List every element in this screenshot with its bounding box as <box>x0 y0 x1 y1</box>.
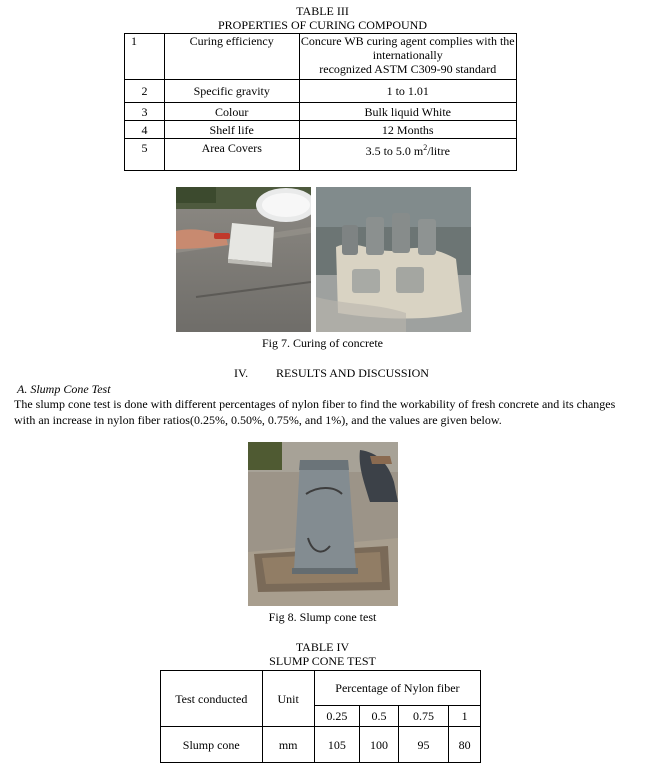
table4 <box>160 670 481 763</box>
slump-cone-photo <box>248 442 398 606</box>
value-line: recognized ASTM C309-90 standard <box>319 62 497 76</box>
table3-row2-no: 2 <box>125 80 165 103</box>
table4-pct: 0.5 <box>359 706 398 727</box>
table3-row4-no: 4 <box>125 121 165 139</box>
table-row <box>125 80 517 103</box>
curing-photo-right <box>316 187 471 332</box>
table-row <box>161 671 481 706</box>
curing-photo-left <box>176 187 311 332</box>
body-paragraph: The slump cone test is done with different percentages of nylon fiber to find the workability of fresh concrete and its changes with an increase in nylon fiber ratios(0.25%, 0.50%, 0.75%, and 1%), and the values are given below. <box>14 397 616 427</box>
table3-row3-no: 3 <box>125 103 165 121</box>
table4-row-label: Slump cone <box>161 727 263 763</box>
table3-row2-property: Specific gravity <box>164 80 299 103</box>
table4-row-unit: mm <box>262 727 314 763</box>
area-superscript: 2 <box>423 143 428 152</box>
area-value: 3.5 to 5.0 m <box>365 144 424 158</box>
table4-pct: 1 <box>449 706 481 727</box>
section-title: RESULTS AND DISCUSSION <box>276 366 429 380</box>
fig7-caption: Fig 7. Curing of concrete <box>262 336 383 350</box>
table4-pct: 0.25 <box>314 706 359 727</box>
table4-header-group: Percentage of Nylon fiber <box>314 671 480 706</box>
value-line: Concure WB curing agent complies with the <box>300 34 515 48</box>
table4-value: 95 <box>398 727 448 763</box>
table4-pct: 0.75 <box>398 706 448 727</box>
table3-row1-value <box>299 34 516 80</box>
table3-row3-value: Bulk liquid White <box>299 103 516 121</box>
table4-value: 80 <box>449 727 481 763</box>
table3-row5-value <box>299 139 516 171</box>
table3-row5-no: 5 <box>125 139 165 171</box>
table3-row3-property: Colour <box>164 103 299 121</box>
table-row <box>125 139 517 171</box>
table3-title: PROPERTIES OF CURING COMPOUND <box>218 18 427 32</box>
table3-row1-no: 1 <box>125 34 165 80</box>
table4-label: TABLE IV <box>295 640 350 654</box>
table4-header-test: Test conducted <box>161 671 263 727</box>
section-number: IV. <box>234 366 249 380</box>
table-row <box>125 103 517 121</box>
table3-row2-value: 1 to 1.01 <box>299 80 516 103</box>
table4-value: 105 <box>314 727 359 763</box>
table-row <box>125 34 517 80</box>
table3-row4-property: Shelf life <box>164 121 299 139</box>
value-line: internationally <box>372 48 443 62</box>
table4-value: 100 <box>359 727 398 763</box>
fig8-caption: Fig 8. Slump cone test <box>268 610 377 624</box>
table4-title: SLUMP CONE TEST <box>269 654 376 668</box>
table3-label: TABLE III <box>296 4 349 18</box>
table3-row4-value: 12 Months <box>299 121 516 139</box>
subsection-title: A. Slump Cone Test <box>17 382 111 396</box>
table-row <box>161 727 481 763</box>
table-row <box>125 121 517 139</box>
table3-row1-property: Curing efficiency <box>164 34 299 80</box>
table4-header-unit: Unit <box>262 671 314 727</box>
area-unit: /litre <box>427 144 450 158</box>
table3 <box>124 33 517 171</box>
table3-row5-property: Area Covers <box>164 139 299 171</box>
